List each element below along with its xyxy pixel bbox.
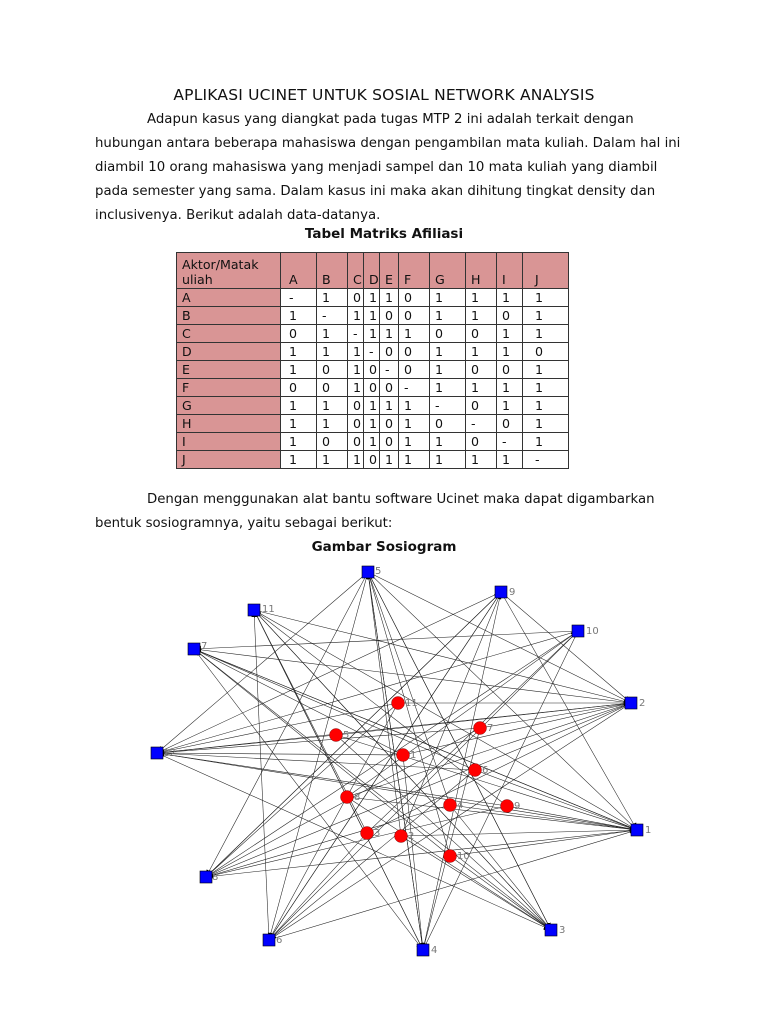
table-cell: 1 (523, 433, 569, 451)
table-cell: 0 (399, 289, 430, 307)
row-header-g: G (177, 397, 281, 415)
actor-node-12 (151, 747, 163, 759)
table-cell: 1 (281, 343, 317, 361)
sociogram-edge (194, 649, 551, 930)
table-cell: 1 (348, 379, 364, 397)
table-cell: 1 (348, 451, 364, 469)
table-cell: - (380, 361, 399, 379)
sociogram-edge (157, 703, 398, 753)
table-cell: 1 (466, 451, 497, 469)
event-node-label: 9 (514, 801, 521, 812)
table-cell: 0 (380, 379, 399, 397)
sociogram-edge (254, 610, 507, 806)
actor-node-label: 5 (375, 566, 382, 577)
table-cell: 1 (430, 433, 466, 451)
table-cell: 0 (497, 361, 523, 379)
sociogram-edge (157, 753, 475, 770)
table-cell: 1 (317, 397, 348, 415)
event-node-5 (330, 729, 343, 742)
table-cell: 1 (430, 343, 466, 361)
column-header-c: C (348, 253, 364, 289)
actor-node-label: 10 (586, 626, 599, 637)
table-cell: 0 (466, 325, 497, 343)
row-header-e: E (177, 361, 281, 379)
sociogram-edge (194, 649, 475, 770)
sociogram-edge (157, 753, 551, 930)
sociogram-edge (501, 592, 637, 830)
sociogram-edge (206, 728, 480, 877)
column-header-f: F (399, 253, 430, 289)
table-cell: 1 (399, 451, 430, 469)
table-cell: 0 (380, 307, 399, 325)
column-header-b: B (317, 253, 348, 289)
column-header-e: E (380, 253, 399, 289)
event-node-9 (501, 800, 514, 813)
actor-node-3 (545, 924, 557, 936)
table-cell: 1 (430, 307, 466, 325)
affiliation-matrix-table (176, 252, 569, 469)
actor-node-1 (631, 824, 643, 836)
event-node-label: 7 (487, 723, 494, 734)
actor-node-label: 12 (163, 748, 176, 759)
event-node-label: 8 (354, 792, 361, 803)
table-cell: 1 (364, 433, 380, 451)
table-cell: 1 (523, 397, 569, 415)
table-cell: 1 (523, 289, 569, 307)
table-header-row (177, 253, 569, 289)
table-cell: 1 (497, 325, 523, 343)
page-title: APLIKASI UCINET UNTUK SOSIAL NETWORK ANALYSIS (173, 86, 595, 104)
sociogram-edge (269, 833, 367, 940)
table-cell: 0 (348, 415, 364, 433)
actor-node-2 (625, 697, 637, 709)
sociogram-edge (157, 572, 368, 753)
sociogram-edge (403, 755, 423, 950)
table-cell: 0 (317, 361, 348, 379)
table-row (177, 307, 569, 325)
sociogram-intro-paragraph: Dengan menggunakan alat bantu software Ucinet maka dapat digambarkan bentuk sosiogramnya, yaitu sebagai berikut: (95, 492, 655, 531)
table-cell: 0 (348, 289, 364, 307)
column-header-h: H (466, 253, 497, 289)
sociogram-edge (157, 631, 578, 753)
sociogram-edge (194, 649, 423, 950)
table-cell: 1 (364, 325, 380, 343)
table-cell: 0 (317, 379, 348, 397)
table-cell: - (430, 397, 466, 415)
row-header-f: F (177, 379, 281, 397)
table-cell: 1 (348, 361, 364, 379)
actor-node-11 (248, 604, 260, 616)
event-node-label: 3 (374, 828, 381, 839)
table-cell: 1 (523, 361, 569, 379)
event-node-4 (444, 799, 457, 812)
sociogram-edge (206, 830, 637, 877)
table-cell: 1 (497, 289, 523, 307)
actor-node-6 (263, 934, 275, 946)
table-cell: 0 (497, 307, 523, 325)
actor-node-label: 8 (212, 872, 219, 883)
table-cell: 1 (317, 289, 348, 307)
row-header-i: I (177, 433, 281, 451)
table-cell: 1 (430, 289, 466, 307)
event-node-label: 5 (343, 730, 350, 741)
actor-node-label: 7 (201, 641, 208, 652)
sociogram-edge (423, 631, 578, 950)
table-cell: 1 (497, 397, 523, 415)
event-node-7 (474, 722, 487, 735)
table-cell: 1 (281, 415, 317, 433)
table-row (177, 325, 569, 343)
sociogram-edge (254, 610, 269, 940)
table-cell: 1 (497, 343, 523, 361)
table-cell: - (317, 307, 348, 325)
event-node-8 (341, 791, 354, 804)
actor-node-label: 6 (276, 935, 283, 946)
table-cell: 1 (348, 343, 364, 361)
table-cell: 1 (399, 415, 430, 433)
event-node-label: 10 (457, 851, 470, 862)
table-cell: 1 (523, 325, 569, 343)
table-row (177, 361, 569, 379)
table-cell: 0 (523, 343, 569, 361)
table-title: Tabel Matriks Afiliasi (304, 226, 464, 242)
table-row (177, 451, 569, 469)
row-header-h: H (177, 415, 281, 433)
table-cell: - (281, 289, 317, 307)
table-cell: 1 (348, 307, 364, 325)
table-cell: 0 (380, 433, 399, 451)
table-cell: 1 (399, 325, 430, 343)
table-cell: 1 (523, 307, 569, 325)
actor-node-label: 3 (559, 925, 566, 936)
table-cell: 1 (466, 289, 497, 307)
sociogram-edge (347, 703, 631, 797)
table-cell: 1 (466, 379, 497, 397)
table-cell: 0 (380, 415, 399, 433)
row-header-c: C (177, 325, 281, 343)
table-row (177, 379, 569, 397)
table-cell: 0 (466, 397, 497, 415)
actor-node-9 (495, 586, 507, 598)
event-node-label: 1 (410, 750, 417, 761)
table-row (177, 433, 569, 451)
event-node-10 (444, 850, 457, 863)
table-cell: 1 (430, 361, 466, 379)
table-cell: 0 (399, 307, 430, 325)
table-cell: 0 (281, 379, 317, 397)
column-header-j: J (523, 253, 569, 289)
table-cell: 1 (281, 451, 317, 469)
table-cell: 1 (281, 307, 317, 325)
table-cell: 0 (364, 451, 380, 469)
event-node-2 (395, 830, 408, 843)
table-cell: 1 (466, 307, 497, 325)
actor-node-label: 1 (645, 825, 652, 836)
table-cell: 0 (380, 343, 399, 361)
table-cell: - (348, 325, 364, 343)
table-cell: - (523, 451, 569, 469)
actor-node-10 (572, 625, 584, 637)
table-cell: 1 (364, 397, 380, 415)
table-cell: 1 (523, 415, 569, 433)
table-cell: 0 (466, 433, 497, 451)
row-header-b: B (177, 307, 281, 325)
event-node-label: 2 (408, 831, 415, 842)
sociogram-edge (157, 735, 336, 753)
table-cell: 1 (466, 343, 497, 361)
actor-node-label: 9 (509, 587, 516, 598)
event-node-3 (361, 827, 374, 840)
table-cell: 1 (380, 451, 399, 469)
table-row (177, 289, 569, 307)
actor-node-7 (188, 643, 200, 655)
table-cell: 1 (364, 307, 380, 325)
sociogram-figure (140, 560, 660, 960)
table-cell: 1 (399, 397, 430, 415)
event-node-label: 4 (457, 800, 464, 811)
table-cell: 1 (364, 415, 380, 433)
row-header-a: A (177, 289, 281, 307)
table-cell: - (399, 379, 430, 397)
table-cell: 0 (430, 415, 466, 433)
sociogram-edge (450, 805, 637, 830)
actor-node-8 (200, 871, 212, 883)
table-cell: 0 (364, 379, 380, 397)
table-cell: 1 (317, 325, 348, 343)
table-row (177, 343, 569, 361)
table-cell: 0 (281, 325, 317, 343)
actor-node-label: 4 (431, 945, 438, 956)
table-cell: 1 (281, 433, 317, 451)
column-header-i: I (497, 253, 523, 289)
sociogram-edge (401, 836, 551, 930)
sociogram-edge (254, 610, 631, 703)
sociogram-edge (368, 572, 423, 950)
table-cell: 1 (399, 433, 430, 451)
table-cell: 1 (281, 397, 317, 415)
table-cell: 1 (380, 325, 399, 343)
table-cell: 1 (281, 361, 317, 379)
table-cell: - (466, 415, 497, 433)
table-cell: 0 (348, 433, 364, 451)
table-cell: 0 (364, 361, 380, 379)
table-cell: 0 (466, 361, 497, 379)
table-cell: - (364, 343, 380, 361)
event-node-label: 6 (482, 765, 489, 776)
table-row (177, 415, 569, 433)
table-cell: 1 (430, 451, 466, 469)
sociogram-edge (157, 728, 480, 753)
actor-node-4 (417, 944, 429, 956)
row-header-d: D (177, 343, 281, 361)
table-cell: 1 (430, 379, 466, 397)
actor-node-label: 11 (262, 604, 275, 615)
sociogram-edge (450, 805, 551, 930)
table-cell: 0 (317, 433, 348, 451)
table-cell: 0 (497, 415, 523, 433)
table-cell: 1 (497, 451, 523, 469)
sociogram-edge (336, 735, 637, 830)
actor-node-5 (362, 566, 374, 578)
table-cell: 1 (380, 397, 399, 415)
figure-title: Gambar Sosiogram (311, 539, 457, 555)
event-node-label: 11 (405, 698, 418, 709)
table-cell: 1 (364, 289, 380, 307)
table-cell: - (497, 433, 523, 451)
sociogram-edge (157, 592, 501, 753)
table-cell: 0 (399, 343, 430, 361)
sociogram-edge (480, 703, 631, 728)
table-cell: 1 (497, 379, 523, 397)
table-cell: 1 (317, 451, 348, 469)
table-cell: 0 (430, 325, 466, 343)
table-cell: 1 (317, 343, 348, 361)
table-row (177, 397, 569, 415)
intro-paragraph: Adapun kasus yang diangkat pada tugas MTP 2 ini adalah terkait dengan hubungan antara beberapa mahasiswa dengan pengambilan mata kuliah. Dalam hal ini diambil 10 orang mahasiswa yang menjadi sampel dan 10 mata kuliah yang diambil pada semester yang sama. Dalam kasus ini maka akan dihitung tingkat density dan inclusivenya. Berikut adalah data-datanya. (95, 112, 681, 223)
column-header-d: D (364, 253, 380, 289)
table-cell: 0 (399, 361, 430, 379)
event-node-1 (397, 749, 410, 762)
column-header-g: G (430, 253, 466, 289)
table-cell: 1 (317, 415, 348, 433)
row-header-j: J (177, 451, 281, 469)
actor-node-label: 2 (639, 698, 646, 709)
event-node-11 (392, 697, 405, 710)
table-cell: 1 (380, 289, 399, 307)
table-corner-header: Aktor/Matak uliah (177, 253, 281, 289)
table-cell: 1 (523, 379, 569, 397)
column-header-a: A (281, 253, 317, 289)
event-node-6 (469, 764, 482, 777)
table-cell: 0 (348, 397, 364, 415)
